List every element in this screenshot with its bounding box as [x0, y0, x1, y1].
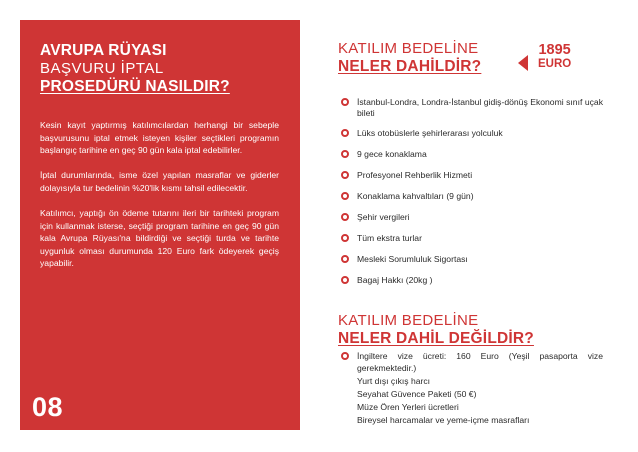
- list-item: [341, 275, 603, 286]
- circle-bullet-icon: [341, 129, 349, 137]
- circle-bullet-icon: [341, 150, 349, 158]
- list-item-text: Şehir vergileri: [357, 212, 410, 222]
- list-item-text: Profesyonel Rehberlik Hizmeti: [357, 170, 473, 180]
- excluded-list: [341, 351, 603, 427]
- excluded-heading-bold: NELER DAHİL DEĞİLDİR?: [338, 330, 534, 347]
- list-item-text: 9 gece konaklama: [357, 149, 427, 159]
- circle-bullet-icon: [341, 213, 349, 221]
- included-heading-bold: NELER DAHİLDİR?: [338, 58, 482, 75]
- list-item-text: Bagaj Hakkı (20kg ): [357, 275, 433, 285]
- cancellation-panel: [20, 20, 300, 430]
- excluded-heading: [338, 312, 558, 348]
- list-item: [341, 351, 603, 427]
- included-list: [341, 97, 603, 296]
- policy-paragraph: İptal durumlarında, isme özel yapılan masraflar ve giderler dolayısıyla tur bedelinin %20'lik kısmı tahsil edilecektir.: [40, 170, 279, 193]
- panel-title-line3: PROSEDÜRÜ NASILDIR?: [40, 78, 230, 95]
- panel-title-line1: AVRUPA RÜYASI: [40, 42, 167, 59]
- list-item: [341, 170, 603, 181]
- list-item-text: İngiltere vize ücreti: 160 Euro (Yeşil pasaporta vize gerekmektedir.): [357, 351, 603, 373]
- panel-title: [40, 42, 290, 96]
- list-item-text: Konaklama kahvaltıları (9 gün): [357, 191, 474, 201]
- circle-bullet-icon: [341, 276, 349, 284]
- list-item: [341, 212, 603, 223]
- list-item-text: Lüks otobüslerle şehirlerarası yolculuk: [357, 128, 503, 138]
- circle-bullet-icon: [341, 352, 349, 360]
- page-number: 08: [32, 392, 64, 422]
- list-item: [341, 97, 603, 119]
- list-item: [341, 128, 603, 139]
- policy-paragraph: Katılımcı, yaptığı ön ödeme tutarını ileri bir tarihteki program için kullanmak isterse, seçtiği program tarihine en geç 90 gün kala Avrupa Rüyası'na bildirdiği ve seçtiği turda ve tarihte uygunluk olması durumunda 120 Euro fark ödeyerek geçiş yapabilir.: [40, 207, 279, 269]
- panel-title-line2: BAŞVURU İPTAL: [40, 60, 164, 77]
- price-currency: EURO: [538, 58, 572, 70]
- list-item: Yurt dışı çıkış harcı: [357, 376, 431, 386]
- price-amount: 1895: [538, 42, 571, 58]
- price-tag: [524, 42, 571, 71]
- list-item: [341, 149, 603, 160]
- excluded-heading-thin: KATILIM BEDELİNE: [338, 312, 479, 329]
- list-item-text: Tüm ekstra turlar: [357, 233, 422, 243]
- list-item: Müze Ören Yerleri ücretleri: [357, 402, 459, 412]
- list-item-text: Mesleki Sorumluluk Sigortası: [357, 254, 468, 264]
- circle-bullet-icon: [341, 171, 349, 179]
- cancellation-policy-text: [40, 119, 279, 282]
- circle-bullet-icon: [341, 98, 349, 106]
- circle-bullet-icon: [341, 192, 349, 200]
- list-item: [341, 254, 603, 265]
- list-item: [341, 233, 603, 244]
- list-item: Seyahat Güvence Paketi (50 €): [357, 389, 477, 399]
- excluded-sub-list: [357, 375, 603, 427]
- list-item: [341, 191, 603, 202]
- list-item-text: İstanbul-Londra, Londra-İstanbul gidiş-dönüş Ekonomi sınıf uçak bileti: [357, 97, 603, 118]
- included-heading-thin: KATILIM BEDELİNE: [338, 40, 479, 57]
- circle-bullet-icon: [341, 255, 349, 263]
- circle-bullet-icon: [341, 234, 349, 242]
- list-item: Bireysel harcamalar ve yeme-içme masrafları: [357, 415, 530, 425]
- policy-paragraph: Kesin kayıt yaptırmış katılımcılardan herhangi bir sebeple başvurusunu iptal etmek isteyen kişiler seçtikleri programın başlangıç tarihine en geç 90 gün kala iptal edebilirler.: [40, 120, 279, 156]
